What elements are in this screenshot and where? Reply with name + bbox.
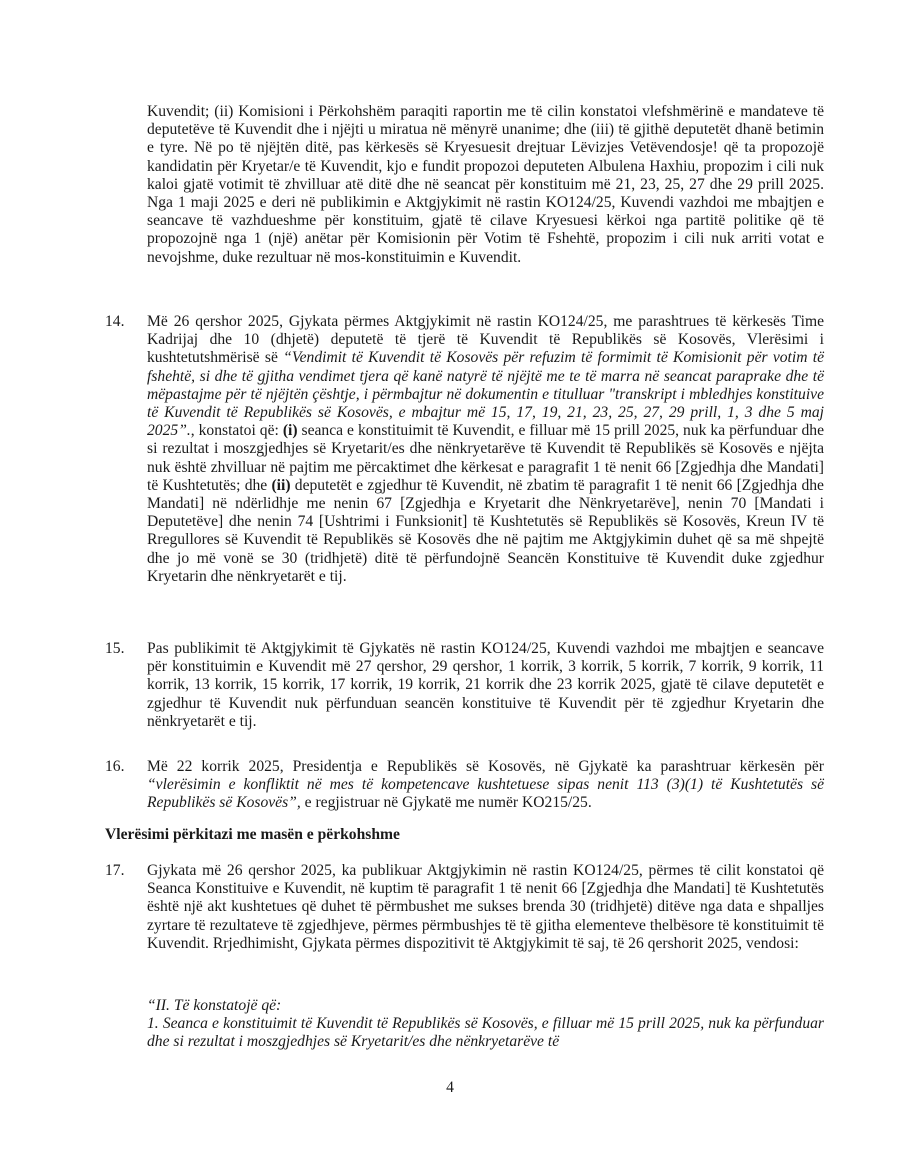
paragraph-number-16: 16. <box>105 758 125 775</box>
paragraph-15: Pas publikimit të Aktgjykimit të Gjykatës në rastin KO124/25, Kuvendi vazhdoi me mbajtjen e seancave për konstituimin e Kuvendit më 27 qershor, 29 qershor, 1 korrik, 3 korrik, 5 korrik, 7 korrik, 9 korrik, 11 korrik, 13 korrik, 15 korrik, 17 korrik, 19 korrik, 21 korrik dhe 23 korrik 2025, gjatë të cilave deputetët e zgjedhur të Kuvendit nuk përfunduan seancën konstituive të Kuvendit për të zgjedhur Kryetarin dhe nënkryetarët e tij. <box>147 640 824 730</box>
paragraph-17: Gjykata më 26 qershor 2025, ka publikuar Aktgjykimin në rastin KO124/25, përmes të cilit konstatoi që Seanca Konstituive e Kuvendit, në kuptim të paragrafit 1 të nenit 66 [Zgjedhja dhe Mandati] të Kushtetutës është një akt kushtetues që duhet të përmbushet me sukses brenda 30 (tridhjetë) ditëve nga data e shpalljes zyrtare të rezultateve të zgjedhjeve, përmes përmbushjes të të gjitha elementeve thelbësore të konstituimit të Kuvendit. Rrjedhimisht, Gjykata përmes dispozitivit të Aktgjykimit të saj, të 26 qershorit 2025, vendosi: <box>147 862 824 952</box>
paragraph-number-17: 17. <box>105 862 125 879</box>
paragraph-number-15: 15. <box>105 640 125 657</box>
quote-line-1: “II. Të konstatojë që: <box>147 997 282 1014</box>
paragraph-14: Më 26 qershor 2025, Gjykata përmes Aktgjykimit në rastin KO124/25, me parashtrues të kërkesës Time Kadrijaj dhe 10 (dhjetë) deputetë të tjerë të Kuvendit të Republikës së Kosovës, Vlerësimi i kushtetutshmërisë së “Vendimit të Kuvendit të Kosovës për refuzim të formimit të Komisionit për votim të fshehtë, si dhe të gjitha vendimet tjera që kanë natyrë të njëjtë me te të marra në seancat paraprake dhe të mëpastajme për të njëjtën çështje, i përmbajtur në dokumentin e titulluar "transkript i mbledhjes konstituive të Kuvendit të Republikës së Kosovës, e mbajtur më 15, 17, 19, 21, 23, 25, 27, 29 prill, 1, 3 dhe 5 maj 2025”., konstatoi që: (i) seanca e konstituimit të Kuvendit, e filluar më 15 prill 2025, nuk ka përfunduar dhe si rezultat i moszgjedhjes së Kryetarit/es dhe nënkryetarëve të Kuvendit të Republikës së Kosovës e njëjta nuk është zhvilluar në pajtim me përcaktimet dhe kërkesat e paragrafit 1 të nenit 66 [Zgjedhja dhe Mandati] të Kushtetutës; dhe (ii) deputetët e zgjedhur të Kuvendit, në zbatim të paragrafit 1 të nenit 66 [Zgjedhja dhe Mandati] në ndërlidhje me nenin 67 [Zgjedhja e Kryetarit dhe Nënkryetarëve], nenin 70 [Mandati i Deputetëve] dhe nenin 74 [Ushtrimi i Funksionit] të Kushtetutës së Republikës së Kosovës, Kreun IV të Rregullores së Kuvendit të Republikës së Kosovës dhe në pajtim me Aktgjykimin duhet që sa më shpejtë dhe jo më vonë se 30 (tridhjetë) ditë të përfundojnë Seancën Konstituive të Kuvendit duke zgjedhur Kryetarin dhe nënkryetarët e tij. <box>147 313 824 585</box>
quoted-decision-title: “Vendimit të Kuvendit të Kosovës për refuzim të formimit të Komisionit për votim të fshehtë, si dhe të gjitha vendimet tjera që kanë natyrë të njëjtë me te të marra në seancat paraprake dhe të mëpastajme për të njëjtën çështje, i përmbajtur në dokumentin e titulluar "transkript i mbledhjes konstituive të Kuvendit të Republikës së Kosovës, e mbajtur më 15, 17, 19, 21, 23, 25, 27, 29 prill, 1, 3 dhe 5 maj 2025”. <box>147 349 824 440</box>
quote-line-2: 1. Seanca e konstituimit të Kuvendit të Republikës së Kosovës, e filluar më 15 prill 2025, nuk ka përfunduar dhe si rezultat i moszgjedhjes së Kryetarit/es dhe nënkryetarëve të <box>147 1015 824 1051</box>
page-number: 4 <box>446 1079 454 1096</box>
paragraph-number-14: 14. <box>105 313 125 330</box>
section-heading: Vlerësimi përkitazi me masën e përkohshme <box>105 826 400 843</box>
block-quote <box>147 997 824 1052</box>
paragraph-16: Më 22 korrik 2025, Presidentja e Republikës së Kosovës, në Gjykatë ka parashtruar kërkesën për “vlerësimin e konfliktit në mes të kompetencave kushtetuese sipas nenit 113 (3)(1) të Kushtetutës së Republikës së Kosovës”, e regjistruar në Gjykatë me numër KO215/25. <box>147 758 824 812</box>
paragraph-continuation: Kuvendit; (ii) Komisioni i Përkohshëm paraqiti raportin me të cilin konstatoi vlefshmërinë e mandateve të deputetëve të Kuvendit dhe i njëjti u miratua në mënyrë unanime; dhe (iii) të gjithë deputetët dhanë betimin e tyre. Në po të njëjtën ditë, pas kërkesës së Kryesuesit drejtuar Lëvizjes Vetëvendosje! që ta propozojë kandidatin për Kryetar/e të Kuvendit, kjo e fundit propozoi deputeten Albulena Haxhiu, propozim i cili nuk kaloi gjatë votimit të zhvilluar atë ditë dhe në seancat për konstituim më 21, 23, 25, 27 dhe 29 prill 2025. Nga 1 maji 2025 e deri në publikimin e Aktgjykimit në rastin KO124/25, Kuvendi vazhdoi me mbajtjen e seancave të vazhdueshme për konstituim, gjatë të cilave Kryesuesi kërkoi nga partitë politike që të propozojnë nga 1 (një) anëtar për Komisionin për Votim të Fshehtë, propozim i cili nuk arriti votat e nevojshme, duke rezultuar në mos-konstituimin e Kuvendit. <box>147 103 824 266</box>
